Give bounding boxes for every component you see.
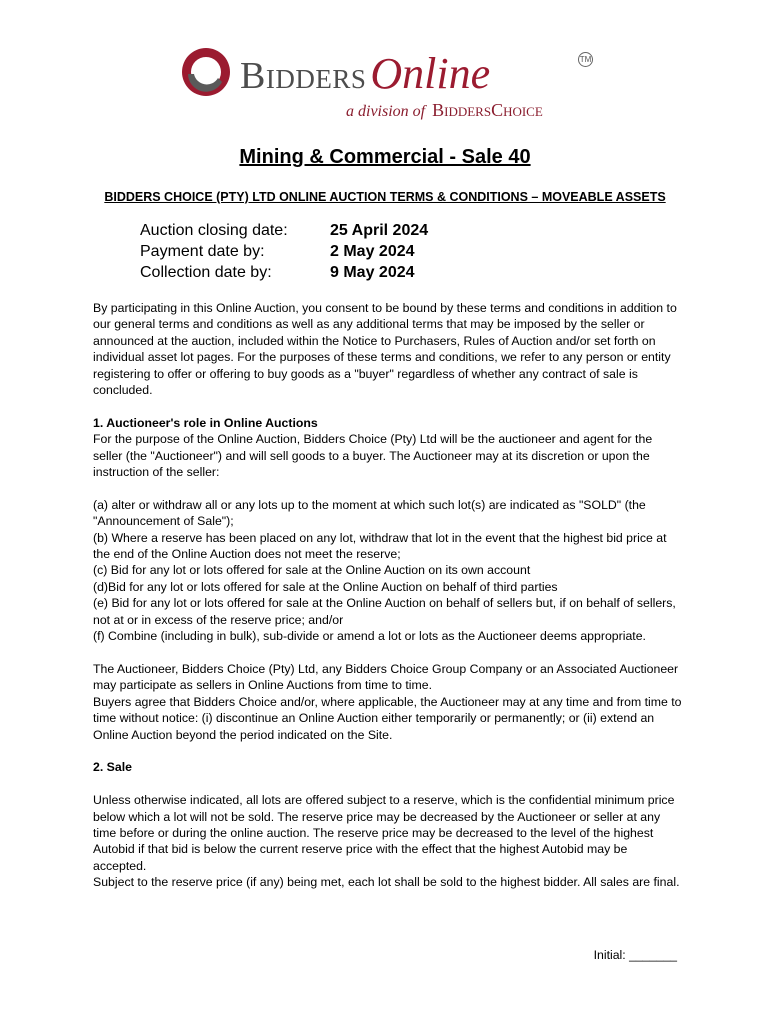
- key-dates: [140, 222, 470, 285]
- date-row-auction-closing: [140, 222, 470, 243]
- bidders-online-logo: [176, 42, 596, 126]
- section-1-heading: 1. Auctioneer's role in Online Auctions: [93, 415, 318, 430]
- date-label: Auction closing date:: [140, 222, 288, 239]
- section-2-paragraph: Unless otherwise indicated, all lots are offered subject to a reserve, which is the confidential minimum price below which a lot will not be sold. The reserve price may be decreased by the Auctioneer or seller at any time before or during the online auction. The reserve price may be decreased to the level of the highest Autobid if that bid is below the current reserve price with the effect that the highest Autobid may be accepted.: [93, 793, 675, 873]
- section-1-paragraph-2: The Auctioneer, Bidders Choice (Pty) Ltd, any Bidders Choice Group Company or an Associated Auctioneer may participate as sellers in Online Auctions from time to time.: [93, 661, 679, 693]
- date-row-collection: [140, 264, 470, 285]
- section-1-paragraph: For the purpose of the Online Auction, Bidders Choice (Pty) Ltd will be the auctioneer and agent for the seller (the "Auctioneer") and will sell goods to a buyer. The Auctioneer may at its discretion or upon the instruction of the seller:: [93, 432, 653, 480]
- section-1-item-a: (a) alter or withdraw all or any lots up to the moment at which such lot(s) are indicated as "SOLD" (the "Announcement of Sale");: [93, 497, 646, 529]
- section-1-item-b: (b) Where a reserve has been placed on any lot, withdraw that lot in the event that the highest bid price at the end of the Online Auction does not meet the reserve;: [93, 530, 667, 562]
- section-1-paragraph-3: Buyers agree that Bidders Choice and/or, where applicable, the Auctioneer may at any time and from time to time without notice: (i) discontinue an Online Auction either temporarily or permanently; or (ii) extend an Online Auction beyond the period indicated on the Site.: [93, 694, 682, 742]
- date-value: 9 May 2024: [330, 264, 415, 281]
- intro-paragraph: By participating in this Online Auction, you consent to be bound by these terms and conditions in addition to our general terms and conditions as well as any additional terms that may be imposed by the seller or announced at the auction, included within the Notice to Purchasers, Rules of Auction and/or set forth on individual asset lot pages. For the purposes of these terms and conditions, we refer to any person or entity registering to offer or offering to buy goods as a "buyer" regardless of whether any contract of sale is concluded.: [93, 301, 677, 398]
- terms-subtitle: BIDDERS CHOICE (PTY) LTD ONLINE AUCTION TERMS & CONDITIONS – MOVEABLE ASSETS: [104, 190, 666, 204]
- brand-division-name: BiddersChoice: [432, 100, 543, 120]
- date-value: 2 May 2024: [330, 243, 415, 260]
- section-1-item-d: (d)Bid for any lot or lots offered for sale at the Online Auction on behalf of third parties: [93, 579, 558, 594]
- page-title: Mining & Commercial - Sale 40: [239, 146, 531, 168]
- brand-division-prefix: a division of: [346, 103, 426, 120]
- brand-division-line: [346, 100, 543, 121]
- section-2-heading: 2. Sale: [93, 760, 132, 775]
- date-label: Collection date by:: [140, 264, 272, 281]
- section-2-paragraph-2: Subject to the reserve price (if any) being met, each lot shall be sold to the highest bidder. All sales are final.: [93, 875, 680, 890]
- trademark-badge: TM: [578, 52, 593, 67]
- initial-field: Initial: _______: [593, 948, 677, 962]
- section-1-item-f: (f) Combine (including in bulk), sub-divide or amend a lot or lots as the Auctioneer deems appropriate.: [93, 629, 646, 644]
- date-value: 25 April 2024: [330, 222, 429, 239]
- brand-online: Online: [370, 49, 491, 98]
- brand-bidders: Bidders: [240, 55, 367, 97]
- date-label: Payment date by:: [140, 243, 265, 260]
- date-row-payment: [140, 243, 470, 264]
- terms-body: [93, 300, 683, 891]
- section-1-item-e: (e) Bid for any lot or lots offered for sale at the Online Auction on behalf of sellers but, if on behalf of sellers, not at or in excess of the reserve price; and/or: [93, 596, 676, 627]
- bidders-online-logo-mark-icon: [178, 44, 234, 100]
- section-1-item-c: (c) Bid for any lot or lots offered for sale at the Online Auction on its own account: [93, 563, 531, 578]
- brand-name: [240, 48, 490, 100]
